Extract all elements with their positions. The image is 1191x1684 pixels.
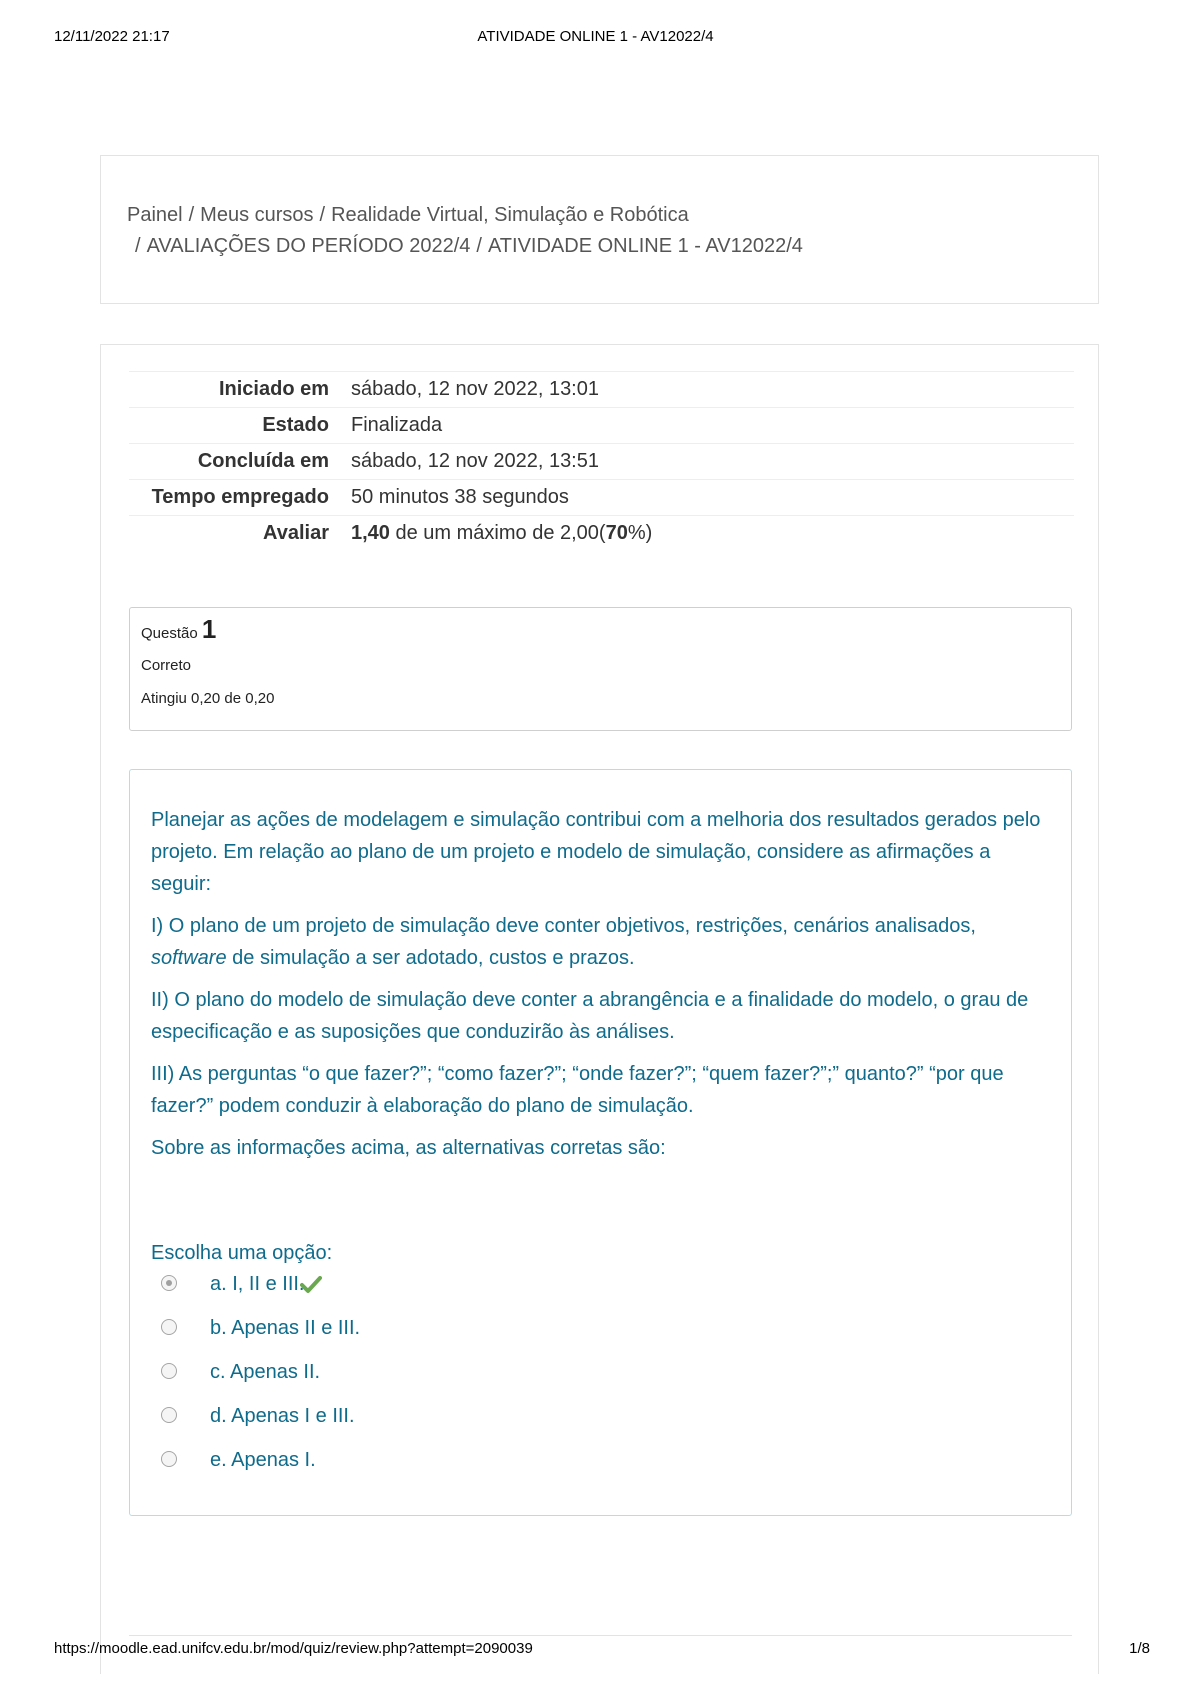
check-icon (300, 1276, 322, 1294)
print-datetime: 12/11/2022 21:17 (54, 28, 170, 45)
print-url: https://moodle.ead.unifcv.edu.br/mod/quiz/review.php?attempt=2090039 (54, 1640, 533, 1657)
breadcrumb-item-activity[interactable]: ATIVIDADE ONLINE 1 - AV12022/4 (487, 235, 803, 257)
question-grade: Atingiu 0,20 de 0,20 (141, 690, 275, 707)
answer-options (151, 1271, 1051, 1491)
print-page-number: 1/8 (1129, 1640, 1150, 1657)
question-prefix: Questão (141, 625, 198, 642)
breadcrumb-item-course[interactable]: Realidade Virtual, Simulação e Robótica (331, 204, 689, 226)
question-number-value: 1 (201, 614, 217, 644)
answer-option-c[interactable] (151, 1359, 1051, 1403)
statement-1 (151, 910, 1051, 974)
grade-middle: de um máximo de 2,00( (389, 522, 606, 544)
answer-option-a[interactable] (151, 1271, 1051, 1315)
divider (129, 1635, 1072, 1636)
breadcrumb-item-meus-cursos[interactable]: Meus cursos (200, 204, 314, 226)
breadcrumb (127, 200, 1027, 262)
breadcrumb-separator: / (135, 235, 141, 257)
print-header (0, 28, 1191, 50)
summary-row-started (129, 372, 1074, 408)
summary-value: sábado, 12 nov 2022, 13:01 (351, 372, 1074, 408)
radio-unselected[interactable] (161, 1363, 177, 1379)
summary-row-grade (129, 516, 1074, 552)
breadcrumb-card (100, 155, 1099, 304)
answer-option-text: a. I, II e III. (210, 1273, 305, 1295)
summary-label: Concluída em (129, 444, 351, 480)
answer-option-label (210, 1273, 322, 1296)
summary-grade-value (351, 516, 1074, 552)
summary-row-state (129, 408, 1074, 444)
quiz-review-card (100, 344, 1099, 1674)
question-number (141, 614, 1060, 645)
breadcrumb-item-section[interactable]: AVALIAÇÕES DO PERÍODO 2022/4 (146, 235, 471, 257)
grade-percent: 70 (605, 522, 628, 544)
breadcrumb-separator: / (476, 235, 482, 257)
grade-end: %) (627, 522, 653, 544)
question-state: Correto (141, 657, 192, 674)
summary-value: sábado, 12 nov 2022, 13:51 (351, 444, 1074, 480)
choose-option-label: Escolha uma opção: (151, 1242, 333, 1264)
statement-1-part-b: de simulação a ser adotado, custos e prazos. (226, 947, 635, 969)
question-info-box (129, 607, 1072, 731)
summary-label: Iniciado em (129, 372, 351, 408)
summary-value: 50 minutos 38 segundos (351, 480, 1074, 516)
answer-option-label: c. Apenas II. (210, 1361, 321, 1383)
answer-option-label: d. Apenas I e III. (210, 1405, 355, 1427)
summary-row-time-taken (129, 480, 1074, 516)
answer-option-e[interactable] (151, 1447, 1051, 1491)
answer-option-d[interactable] (151, 1403, 1051, 1447)
statement-1-part-a: I) O plano de um projeto de simulação deve conter objetivos, restrições, cenários analisados, (151, 915, 976, 937)
summary-label: Estado (129, 408, 351, 444)
question-prompt: Sobre as informações acima, as alternativas corretas são: (151, 1137, 666, 1159)
attempt-summary-table (129, 371, 1074, 551)
radio-unselected[interactable] (161, 1451, 177, 1467)
summary-row-completed (129, 444, 1074, 480)
question-content-box (129, 769, 1072, 1516)
breadcrumb-separator: / (319, 204, 326, 226)
summary-value: Finalizada (351, 408, 1074, 444)
breadcrumb-separator: / (188, 204, 195, 226)
statement-1-emphasis: software (151, 947, 227, 969)
question-intro: Planejar as ações de modelagem e simulação contribui com a melhoria dos resultados gerados pelo projeto. Em relação ao plano de um projeto e modelo de simulação, considere as afirmações a seguir: (151, 809, 1041, 895)
radio-unselected[interactable] (161, 1319, 177, 1335)
statement-3: III) As perguntas “o que fazer?”; “como fazer?”; “onde fazer?”; “quem fazer?”;” quanto?” “por que fazer?” podem conduzir à elaboração do plano de simulação. (151, 1063, 1004, 1117)
grade-score: 1,40 (351, 522, 390, 544)
answer-option-b[interactable] (151, 1315, 1051, 1359)
print-doc-title: ATIVIDADE ONLINE 1 - AV12022/4 (477, 28, 714, 45)
radio-unselected[interactable] (161, 1407, 177, 1423)
answer-option-label: e. Apenas I. (210, 1449, 316, 1471)
print-footer (0, 1640, 1191, 1662)
answer-option-label: b. Apenas II e III. (210, 1317, 361, 1339)
summary-label: Avaliar (129, 516, 351, 552)
breadcrumb-item-painel[interactable]: Painel (127, 204, 183, 226)
radio-selected[interactable] (161, 1275, 177, 1291)
statement-2: II) O plano do modelo de simulação deve conter a abrangência e a finalidade do modelo, o grau de especificação e as suposições que conduzirão às análises. (151, 989, 1029, 1043)
summary-label: Tempo empregado (129, 480, 351, 516)
